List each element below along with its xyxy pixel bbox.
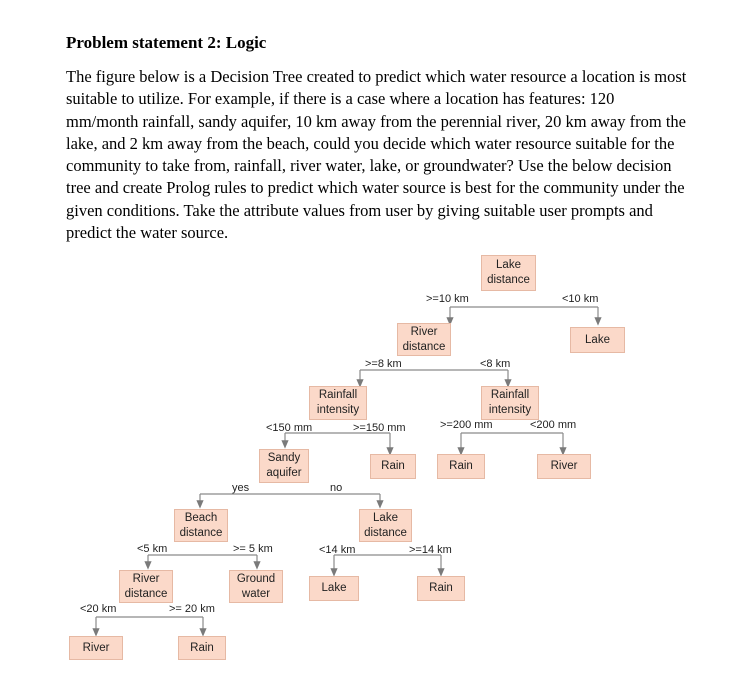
node-sandy-aquifer: Sandy aquifer [259,449,309,483]
node-river-distance: River distance [397,323,451,356]
edge-label: >=150 mm [353,422,406,434]
edge-label: >=8 km [365,358,402,370]
description-line: mm/month rainfall, sandy aquifer, 10 km away from the perennial river, 20 km away from the [66,111,686,131]
node-beach-distance: Beach distance [174,509,228,542]
description-line: given conditions. Take the attribute values from user by giving suitable user prompts and [66,200,653,220]
problem-title: Problem statement 2: Logic [66,33,267,52]
node-rainfall-intensity-right: Rainfall intensity [481,386,539,420]
leaf-river: River [69,636,123,660]
leaf-rain: Rain [437,454,485,479]
node-river-distance-2: River distance [119,570,173,603]
edge-label: <14 km [319,544,356,556]
leaf-ground-water: Ground water [229,570,283,603]
edge-label: >= 20 km [169,603,215,615]
leaf-rain: Rain [370,454,416,479]
edge-label: <10 km [562,293,599,305]
leaf-lake: Lake [570,327,625,353]
leaf-lake: Lake [309,576,359,601]
description-line: The figure below is a Decision Tree created to predict which water resource a location is most [66,67,687,86]
description-line: suitable to utilize. For example, if there is a case where a location has features: 120 [66,89,615,109]
edge-label: <200 mm [530,419,577,431]
edge-label: <8 km [480,358,511,370]
edge-label: <5 km [137,543,168,555]
description-line: community to take from, rainfall, river water, lake, or groundwater? Use the below decision [66,156,672,176]
description-line: tree and create Prolog rules to predict which water source is best for the community under the [66,178,685,198]
leaf-rain: Rain [178,636,226,660]
edge-label: >=10 km [426,293,469,305]
description-line: lake, and 2 km away from the beach, could you decide which water resource suitable for the [66,133,675,153]
description-line: predict the water source. [66,223,229,243]
edge-label: >= 5 km [233,543,273,555]
edge-label: <150 mm [266,422,313,434]
node-lake-distance-2: Lake distance [359,509,412,542]
node-rainfall-intensity-left: Rainfall intensity [309,386,367,420]
edge-label: >=14 km [409,544,452,556]
node-lake-distance-root: Lake distance [481,255,536,291]
edge-label: yes [232,482,250,494]
leaf-rain: Rain [417,576,465,601]
edge-label: no [330,482,343,494]
edge-label: >=200 mm [440,419,493,431]
leaf-river: River [537,454,591,479]
edge-label: <20 km [80,603,117,615]
